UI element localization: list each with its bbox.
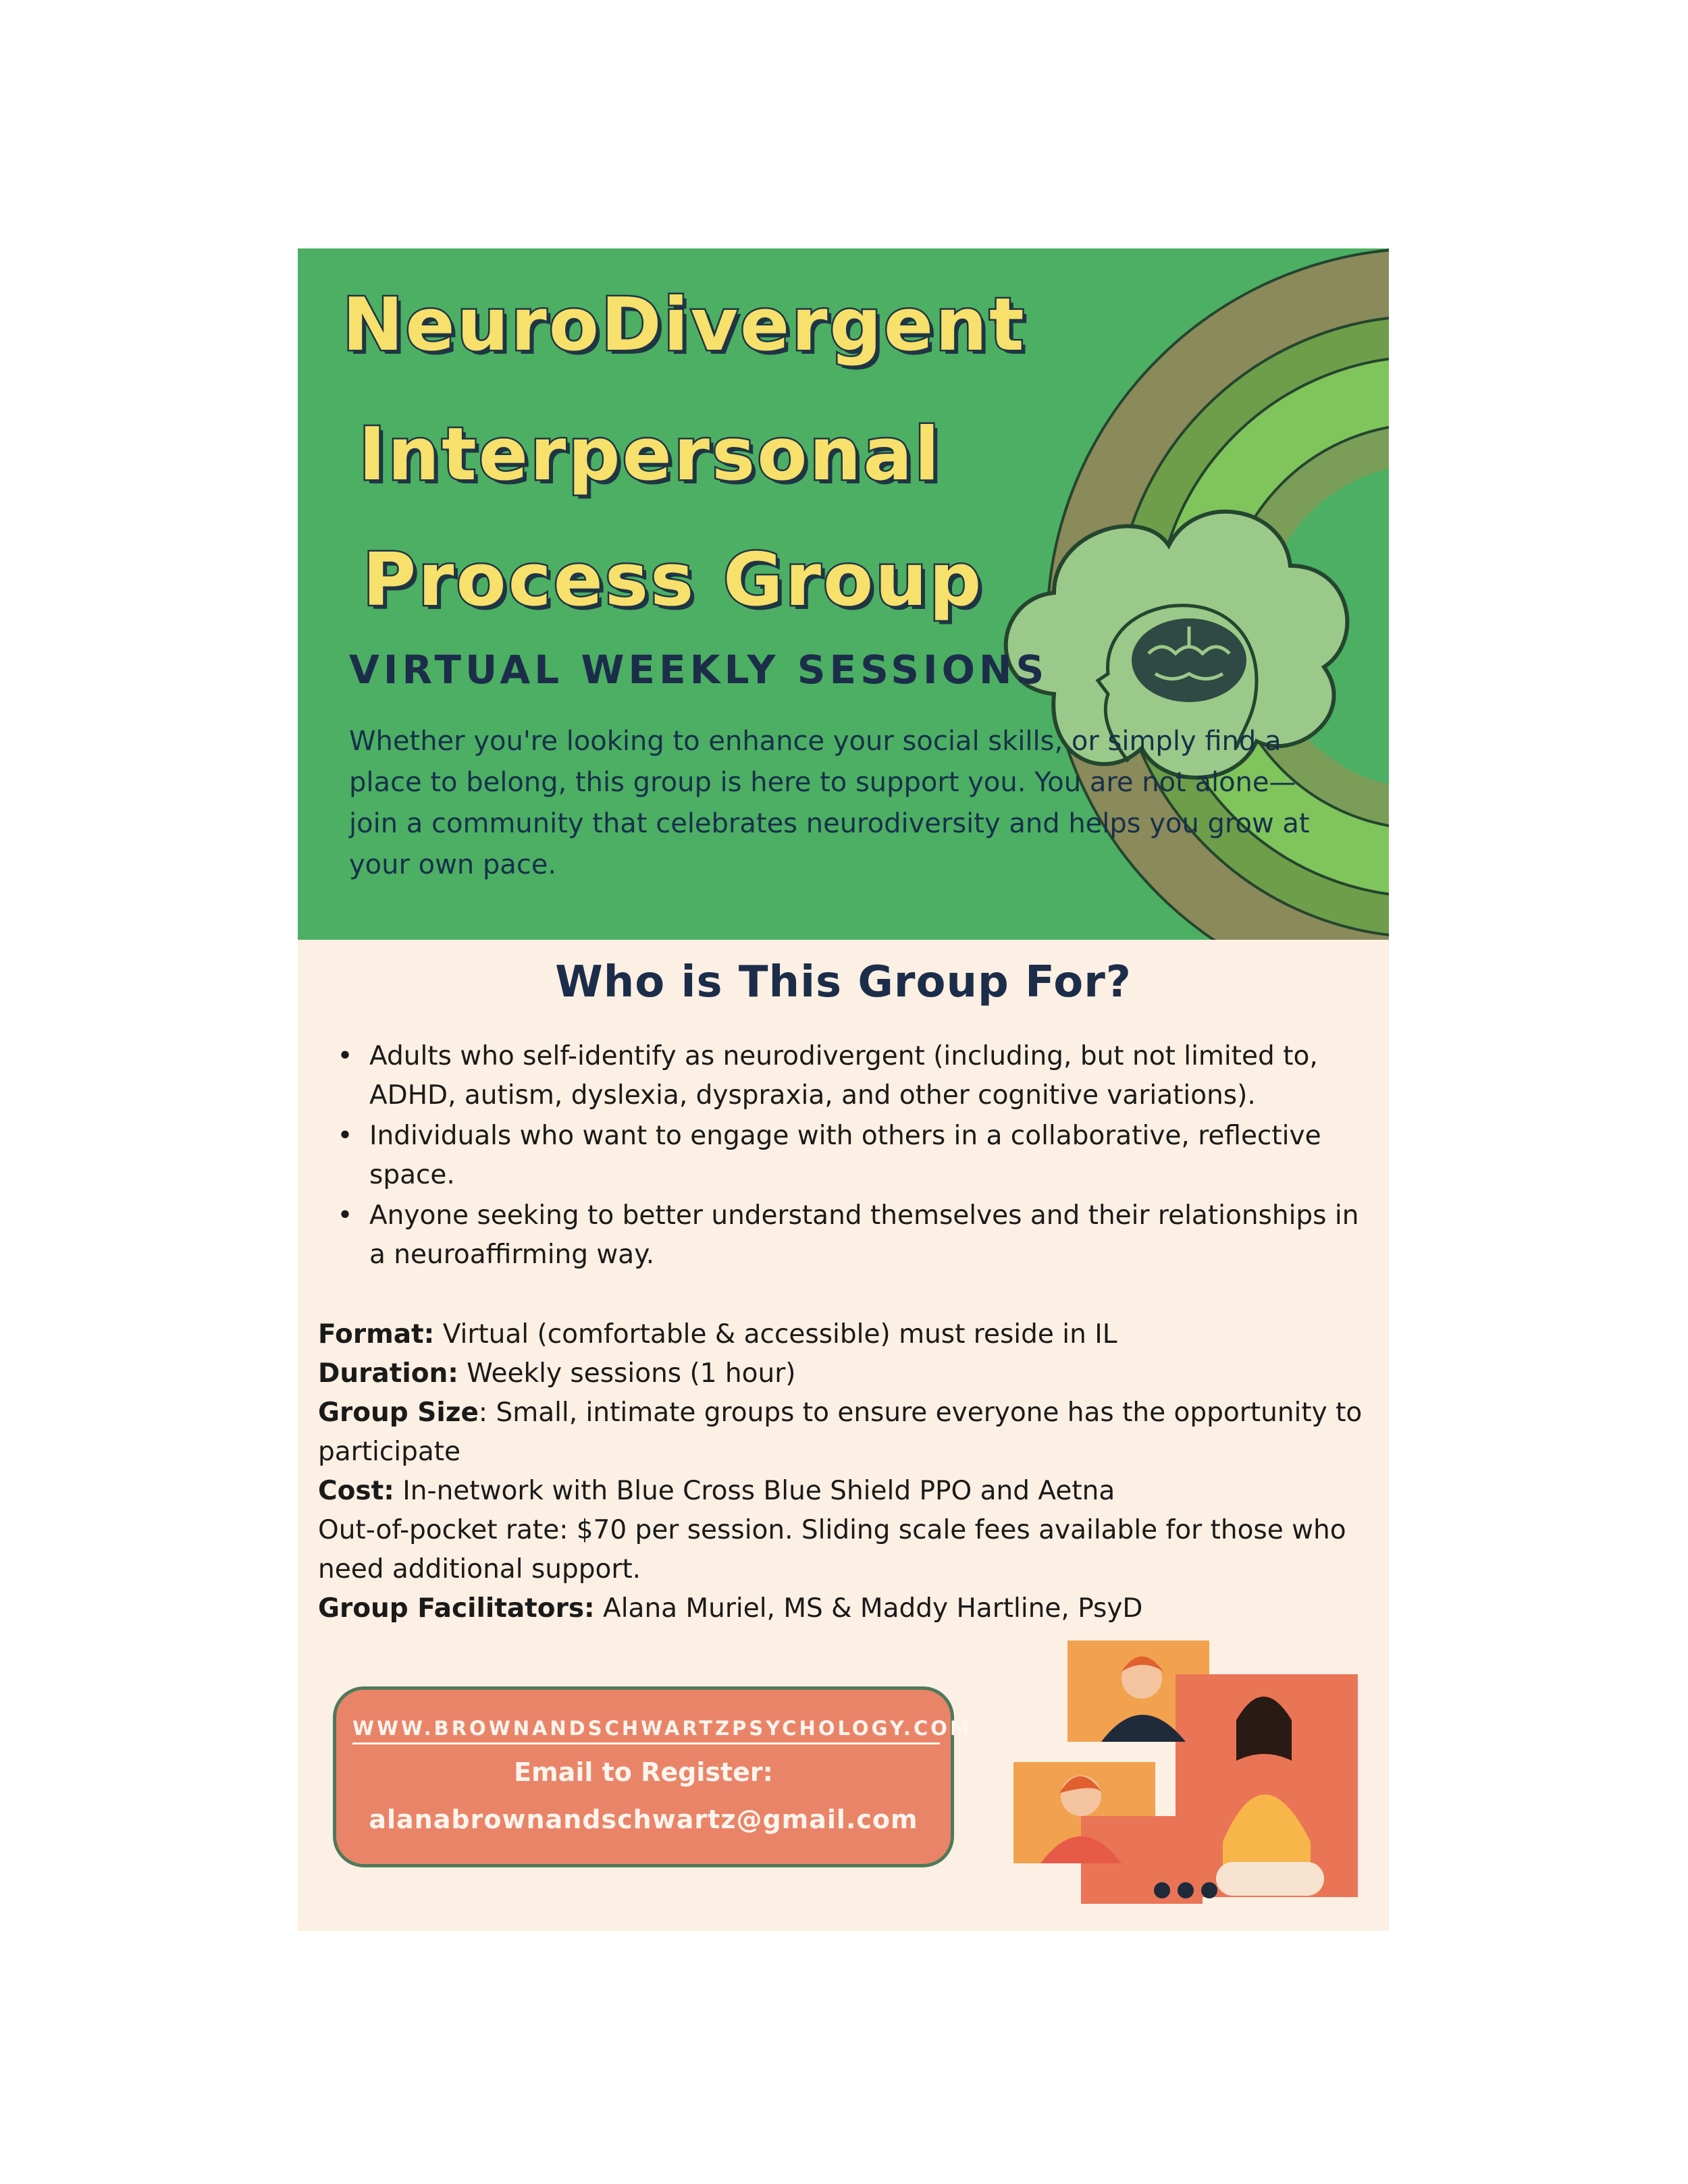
mic-icon[interactable] (1154, 1882, 1170, 1898)
title-line-3: Process Group (363, 538, 984, 622)
website-link[interactable]: WWW.BROWNANDSCHWARTZPSYCHOLOGY.COM (352, 1717, 940, 1744)
cost-line (318, 1472, 1385, 1511)
format-line (318, 1315, 1385, 1354)
facilitators-label: Group Facilitators: (318, 1593, 595, 1624)
bullet-icon: • (337, 1041, 353, 1071)
facilitators-value: Alana Muriel, MS & Maddy Hartline, PsyD (594, 1593, 1143, 1624)
list-item (332, 1196, 1371, 1275)
title-line-1: NeuroDivergent (342, 283, 1026, 367)
format-label: Format: (318, 1319, 435, 1350)
list-item (332, 1037, 1371, 1115)
out-of-pocket-line: Out-of-pocket rate: $70 per session. Sliding scale fees available for those who need additional support. (318, 1515, 1346, 1584)
facilitators-line (318, 1589, 1385, 1628)
bullet-icon: • (337, 1200, 353, 1231)
who-list (332, 1037, 1371, 1276)
group-size-label: Group Size (318, 1397, 479, 1428)
list-item (332, 1117, 1371, 1195)
duration-label: Duration: (318, 1358, 458, 1389)
title-line-2: Interpersonal (359, 412, 942, 497)
register-box (333, 1686, 972, 1867)
list-item-text: Individuals who want to engage with others in a collaborative, reflective space. (369, 1121, 1321, 1190)
bullet-icon: • (337, 1121, 353, 1151)
flyer (298, 248, 1389, 1931)
list-item-text: Adults who self-identify as neurodivergent (including, but not limited to, ADHD, autism, dyslexia, dyspraxia, and other cognitive variations). (369, 1041, 1318, 1111)
format-value: Virtual (comfortable & accessible) must reside in IL (434, 1319, 1117, 1350)
cost-label: Cost: (318, 1476, 394, 1506)
who-heading: Who is This Group For? (555, 957, 1132, 1007)
call-controls (1154, 1882, 1217, 1898)
duration-value: Weekly sessions (1 hour) (458, 1358, 796, 1389)
email-link[interactable]: alanabrownandschwartz@gmail.com (369, 1805, 918, 1834)
details-section (318, 1315, 1385, 1628)
subtitle: VIRTUAL WEEKLY SESSIONS (349, 647, 1049, 693)
end-call-icon[interactable] (1201, 1882, 1217, 1898)
email-heading: Email to Register: (514, 1757, 773, 1787)
video-call-illustration (1013, 1639, 1365, 1916)
group-size-line (318, 1393, 1385, 1472)
camera-icon[interactable] (1178, 1882, 1194, 1898)
duration-line (318, 1354, 1385, 1393)
cost-value: In-network with Blue Cross Blue Shield PPO and Aetna (394, 1476, 1115, 1506)
list-item-text: Anyone seeking to better understand themselves and their relationships in a neuroaffirming way. (369, 1200, 1359, 1270)
header-panel (298, 248, 1389, 940)
group-size-value: : Small, intimate groups to ensure everyone has the opportunity to participate (318, 1397, 1363, 1467)
intro-paragraph: Whether you're looking to enhance your social skills, or simply find a place to belong, this group is here to support you. You are not alone—join a community that celebrates neurodiversity and helps you grow at your own pace. (349, 726, 1310, 880)
